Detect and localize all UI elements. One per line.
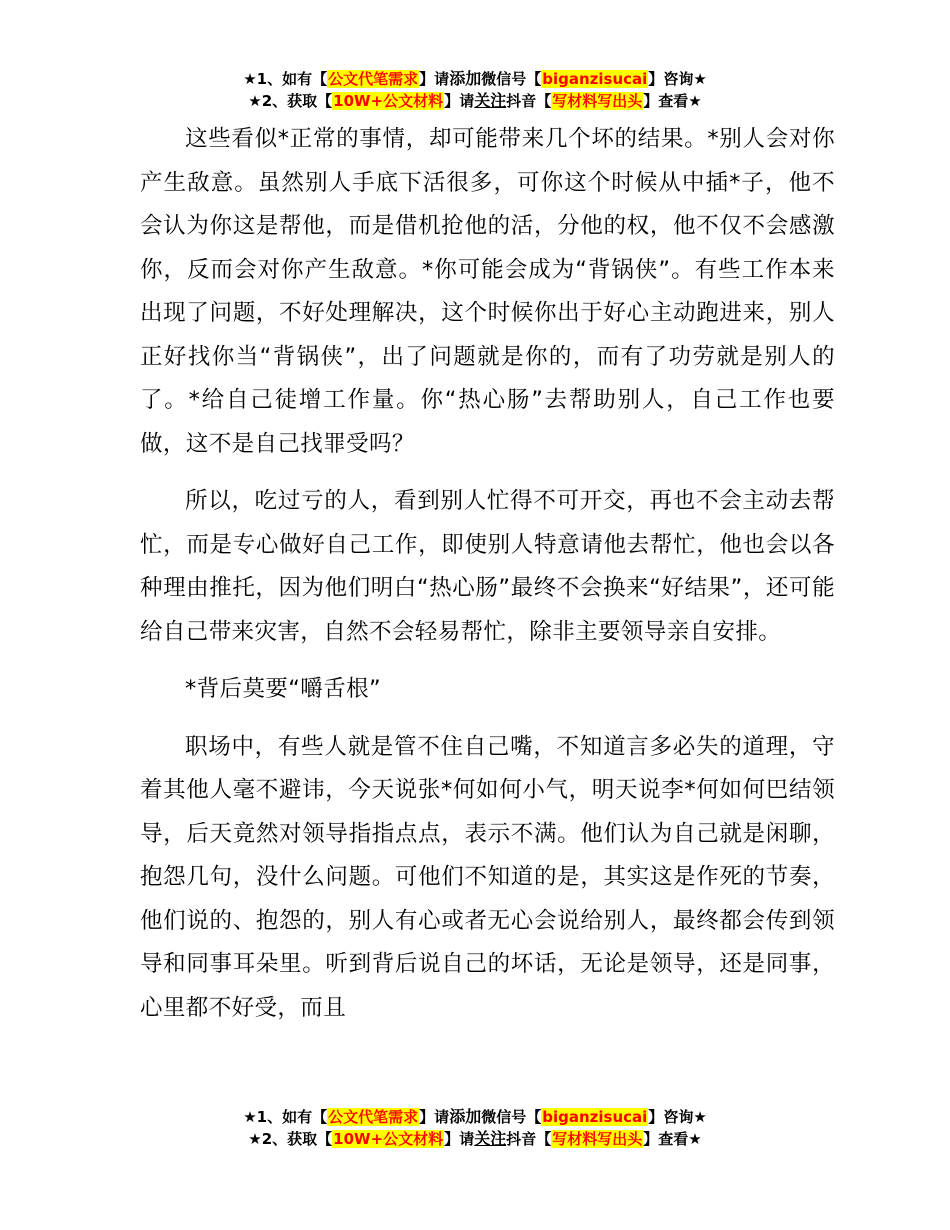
bracket: 【 <box>536 1130 552 1148</box>
banner-text: 请 <box>459 92 475 110</box>
banner-suffix: 咨询★ <box>663 70 707 88</box>
banner-emphasis: 添加 <box>449 69 482 88</box>
banner-star-prefix: ★1、如有 <box>243 70 313 88</box>
banner-suffix: 查看★ <box>658 92 702 110</box>
highlight-wechat-id: biganzisucai <box>542 70 648 88</box>
header-banner <box>0 68 950 112</box>
banner-text: 请 <box>434 1108 450 1126</box>
highlight-materials: 10W+公文材料 <box>333 92 444 110</box>
highlight-materials: 10W+公文材料 <box>333 1130 444 1148</box>
header-banner-line-2 <box>0 90 950 112</box>
header-banner-line-1 <box>0 68 950 90</box>
bracket: 【 <box>312 1108 328 1126</box>
highlight-ghostwriting-service: 公文代笔需求 <box>328 1108 419 1126</box>
banner-star-prefix: ★2、获取 <box>248 92 318 110</box>
paragraph-3: 职场中，有些人就是管不住自己嘴，不知道言多必失的道理，守着其他人毫不避讳，今天说张*何如何小气，明天说李*何如何巴结领导，后天竟然对领导指指点点，表示不满。他们认为自己就是闲聊，抱怨几句，没什么问题。可他们不知道的是，其实这是作死的节奏，他们说的、抱怨的，别人有心或者无心会说给别人，最终都会传到领导和同事耳朵里。听到背后说自己的坏话，无论是领导，还是同事，心里都不好受，而且 <box>140 733 835 1021</box>
banner-emphasis: 关注 <box>474 91 507 110</box>
paragraph-2: 所以，吃过亏的人，看到别人忙得不可开交，再也不会主动去帮忙，而是专心做好自己工作，即使别人特意请他去帮忙，他也会以各种理由推托，因为他们明白“热心肠”最终不会换来“好结果”，还可能给自己带来灾害，自然不会轻易帮忙，除非主要领导亲自安排。 <box>140 488 835 645</box>
highlight-douyin-account: 写材料写出头 <box>552 92 643 110</box>
document-body <box>140 118 835 1044</box>
bracket: 【 <box>526 1108 542 1126</box>
bracket: 】 <box>444 92 460 110</box>
highlight-douyin-account: 写材料写出头 <box>552 1130 643 1148</box>
section-heading: *背后莫要“嚼舌根” <box>185 676 382 702</box>
banner-star-prefix: ★2、获取 <box>248 1130 318 1148</box>
bracket: 【 <box>317 92 333 110</box>
bracket: 】 <box>419 1108 435 1126</box>
bracket: 【 <box>526 70 542 88</box>
bracket: 】 <box>419 70 435 88</box>
footer-banner <box>0 1106 950 1150</box>
banner-emphasis: 关注 <box>474 1129 507 1148</box>
bracket: 【 <box>317 1130 333 1148</box>
bracket: 】 <box>648 1108 664 1126</box>
banner-star-prefix: ★1、如有 <box>243 1108 313 1126</box>
footer-banner-line-2 <box>0 1128 950 1150</box>
banner-emphasis: 添加 <box>449 1107 482 1126</box>
banner-text: 请 <box>434 70 450 88</box>
banner-text: 请 <box>459 1130 475 1148</box>
banner-text: 抖音 <box>506 1130 537 1148</box>
banner-suffix: 查看★ <box>658 1130 702 1148</box>
bracket: 【 <box>536 92 552 110</box>
bracket: 】 <box>643 1130 659 1148</box>
paragraph-1: 这些看似*正常的事情，却可能带来几个坏的结果。*别人会对你产生敌意。虽然别人手底下活很多，可你这个时候从中插*子，他不会认为你这是帮他，而是借机抢他的活，分他的权，他不仅不会感激你，反而会对你产生敌意。*你可能会成为“背锅侠”。有些工作本来出现了问题，不好处理解决，这个时候你出于好心主动跑进来，别人正好找你当“背锅侠”，出了问题就是你的，而有了功劳就是别人的了。*给自己徒增工作量。你“热心肠”去帮助别人，自己工作也要做，这不是自己找罪受吗？ <box>140 126 835 457</box>
bracket: 】 <box>643 92 659 110</box>
highlight-ghostwriting-service: 公文代笔需求 <box>328 70 419 88</box>
footer-banner-line-1 <box>0 1106 950 1128</box>
banner-text: 抖音 <box>506 92 537 110</box>
bracket: 【 <box>312 70 328 88</box>
banner-text: 微信号 <box>481 1108 527 1126</box>
banner-suffix: 咨询★ <box>663 1108 707 1126</box>
highlight-wechat-id: biganzisucai <box>542 1108 648 1126</box>
bracket: 】 <box>444 1130 460 1148</box>
banner-text: 微信号 <box>481 70 527 88</box>
bracket: 】 <box>648 70 664 88</box>
